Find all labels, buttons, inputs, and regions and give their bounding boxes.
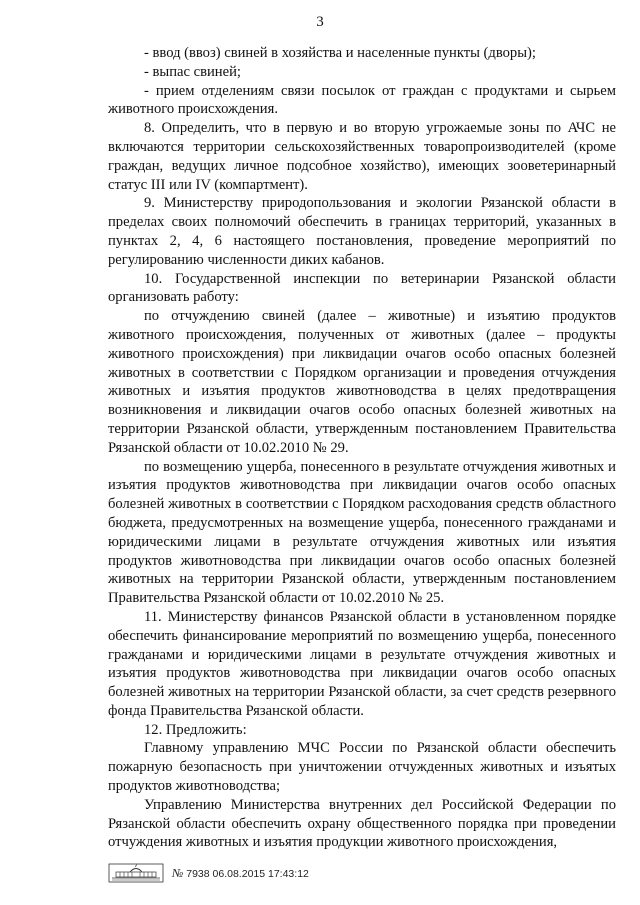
paragraph-clause-10: 10. Государственной инспекции по ветеринарии Рязанской области организовать работу: <box>108 270 616 306</box>
paragraph-clause-8: 8. Определить, что в первую и во вторую угрожаемые зоны по АЧС не включаются территории сельскохозяйственных товаропроизводителей (кроме граждан, ведущих личное подсобное хозяйство), имеющих зоoветеринарный статус III или IV (компартмент). <box>108 120 616 193</box>
paragraph-list-item-3: - прием отделениям связи посылок от граждан с продуктами и сырьем животного происхождения. <box>108 82 616 118</box>
paragraph-clause-9: 9. Министерству природопользования и экологии Рязанской области в пределах своих полномочий обеспечить в границах территорий, указанных в пунктах 2, 4, 6 настоящего постановления, проведение мероприятий по регулированию численности диких кабанов. <box>108 195 616 268</box>
page-number: 3 <box>316 14 324 30</box>
paragraph-clause-10-compensation: по возмещению ущерба, понесенного в результате отчуждения животных и изъятия продуктов животноводства при ликвидации очагов особо опасных болезней животных в соответствии с Порядком расходования средств областного бюджета, предусмотренных на возмещение ущерба, понесенного гражданами и юридическими лицами в результате отчуждения животных или изъятия продуктов животноводства при ликвидации очагов особо опасных болезней животных на территории Рязанской области, утвержденным постановлением Правительства Рязанской области от 10.02.2010 № 25. <box>108 458 616 607</box>
document-datetime: 06.08.2015 17:43:12 <box>212 867 309 880</box>
document-number: 7938 <box>186 867 210 880</box>
document-body <box>108 44 616 852</box>
paragraph-list-item-1: - ввод (ввоз) свиней в хозяйства и населенные пункты (дворы); <box>144 45 536 61</box>
paragraph-list-item-2: - выпас свиней; <box>144 63 241 80</box>
document-footer <box>108 862 309 884</box>
paragraph-clause-12: 12. Предложить: <box>144 721 247 738</box>
paragraph-clause-11: 11. Министерству финансов Рязанской области в установленном порядке обеспечить финансирование мероприятий по возмещению ущерба, понесенного гражданами и юридическими лицами в результате отчуждения животных и изъятия продуктов животноводства при ликвидации очагов особо опасных болезней животных на территории Рязанской области, за счет средств резервного фонда Правительства Рязанской области. <box>108 608 616 719</box>
paragraph-clause-12-police: Управлению Министерства внутренних дел Российской Федерации по Рязанской области обеспечить охрану общественного порядка при проведении отчуждения животных и изъятия продукции животного происхождения, <box>108 796 616 851</box>
paragraph-clause-10-alienation: по отчуждению свиней (далее – животные) и изъятию продуктов животного происхождения, полученных от животных (далее – продукты животного происхождения) при ликвидации очагов особо опасных болезней животных в соответствии с Порядком организации и проведения отчуждения животных и изъятия продуктов животноводства в целях предотвращения возникновения и ликвидации очагов особо опасных болезней животных на территории Рязанской области, утвержденным постановлением Правительства Рязанской области от 10.02.2010 № 29. <box>108 308 616 456</box>
paragraph-clause-12-emercom: Главному управлению МЧС России по Рязанской области обеспечить пожарную безопасность при уничтожении отчужденных животных и изъятых продуктов животноводства; <box>108 740 616 795</box>
document-registration-stamp <box>172 866 309 881</box>
number-sign: № <box>172 865 184 880</box>
government-building-stamp-icon <box>108 863 164 883</box>
